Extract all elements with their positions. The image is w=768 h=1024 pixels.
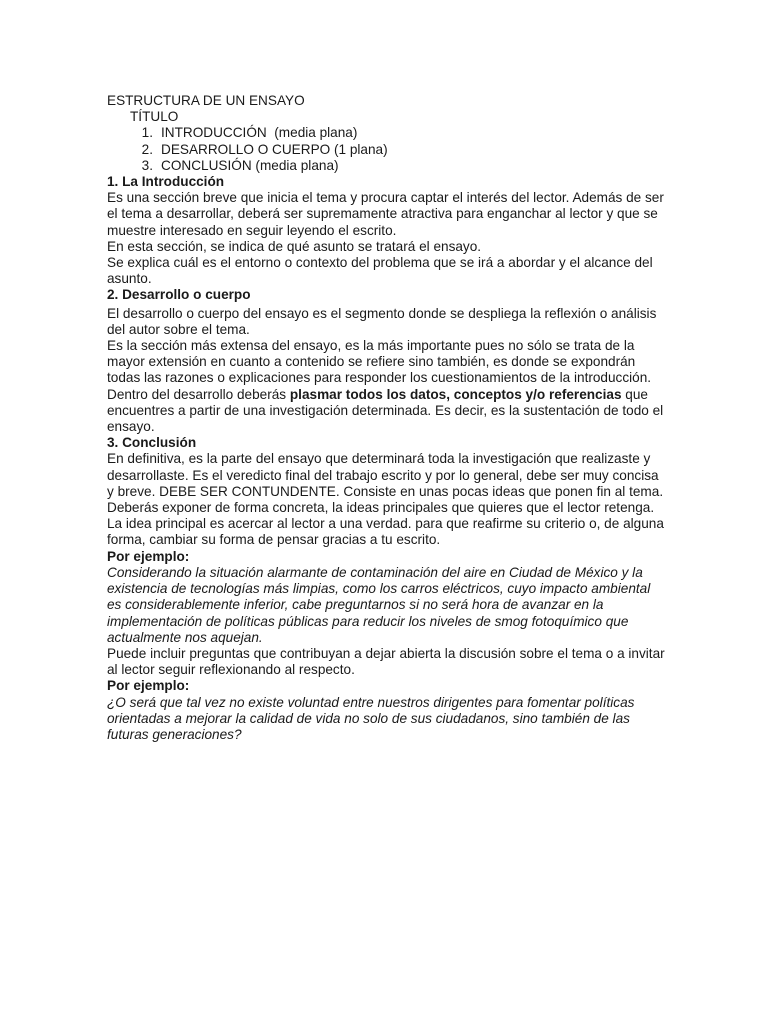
intro-paragraph-1: Es una sección breve que inicia el tema y procura captar el interés del lector. Además de ser el tema a desarrollar, deberá ser supremamente atractiva para enganchar al lector y que se muestre interesado en seguir leyendo el escrito.: [107, 190, 664, 238]
outline-item: [107, 142, 667, 158]
development-paragraph-1: El desarrollo o cuerpo del ensayo es el segmento donde se despliega la reflexión o análisis del autor sobre el tema.: [107, 305, 657, 337]
development-paragraph-3: [107, 387, 667, 436]
outline-item-text: DESARROLLO O CUERPO (1 plana): [161, 141, 388, 157]
conclusion-paragraph-1: En definitiva, es la parte del ensayo que determinará toda la investigación que realizaste y desarrollaste. Es el veredicto final del trabajo escrito y por lo general, debe ser muy concisa y breve. DEBE SER CONTUNDENTE. Consiste en unas pocas ideas que ponen fin al tema. Deberás exponer de forma concreta, la ideas principales que quieres que el lector retenga. La idea principal es acercar al lector a una verdad. para que reafirme su criterio o, de alguna forma, cambiar su forma de pensar gracias a tu escrito.: [107, 451, 664, 548]
outline-title: [107, 109, 667, 125]
outline-item-number: 2.: [141, 141, 153, 157]
example-1-text: Considerando la situación alarmante de contaminación del aire en Ciudad de México y la existencia de tecnologías más limpias, como los carros eléctricos, cuyo impacto ambiental es considerablemente inferior, cabe preguntarnos si no será hora de avanzar en la implementación de políticas públicas para reducir los niveles de smog fotoquímico que actualmente nos aquejan.: [107, 564, 651, 645]
outline-item: [107, 125, 667, 141]
intro-paragraph-2: En esta sección, se indica de qué asunto se tratará el ensayo.: [107, 238, 482, 254]
conclusion-heading: 3. Conclusión: [107, 435, 197, 451]
document-title: ESTRUCTURA DE UN ENSAYO: [107, 93, 305, 108]
outline-item-number: 1.: [141, 125, 153, 141]
development-p3-start: Dentro del desarrollo deberás: [107, 386, 290, 402]
example-2-text: ¿O será que tal vez no existe voluntad entre nuestros dirigentes para fomentar políticas orientadas a mejorar la calidad de vida no solo de sus ciudadanos, sino también de las futuras generaciones?: [107, 694, 635, 742]
outline-item-text: INTRODUCCIÓN (media plana): [161, 125, 358, 141]
example-1-label: Por ejemplo:: [107, 548, 190, 564]
development-p3-bold: plasmar todos los datos, conceptos y/o referencias: [289, 386, 622, 402]
development-p3-end: que encuentres a partir de una investigación determinada. Es decir, es la sustentación de todo el ensayo.: [107, 386, 664, 435]
development-paragraph-2: Es la sección más extensa del ensayo, es la más importante pues no sólo se trata de la mayor extensión en cuanto a contenido se refiere sino también, es donde se expondrán todas las razones o explicaciones para responder los cuestionamientos de la introducción.: [107, 338, 652, 386]
intro-heading: 1. La Introducción: [107, 174, 225, 190]
outline-list: [107, 109, 667, 174]
outline-item-number: 3.: [141, 157, 153, 173]
conclusion-paragraph-2: Puede incluir preguntas que contribuyan a dejar abierta la discusión sobre el tema o a invitar al lector seguir reflexionando al respecto.: [107, 645, 665, 678]
example-2-label: Por ejemplo:: [107, 678, 190, 694]
document-body: [107, 93, 667, 743]
outline-title-text: TÍTULO: [130, 109, 179, 125]
development-heading: 2. Desarrollo o cuerpo: [107, 287, 251, 303]
intro-paragraph-3: Se explica cuál es el entorno o contexto del problema que se irá a abordar y el alcance del asunto.: [107, 255, 653, 287]
outline-item-text: CONCLUSIÓN (media plana): [161, 157, 339, 173]
outline-item: [107, 158, 667, 174]
